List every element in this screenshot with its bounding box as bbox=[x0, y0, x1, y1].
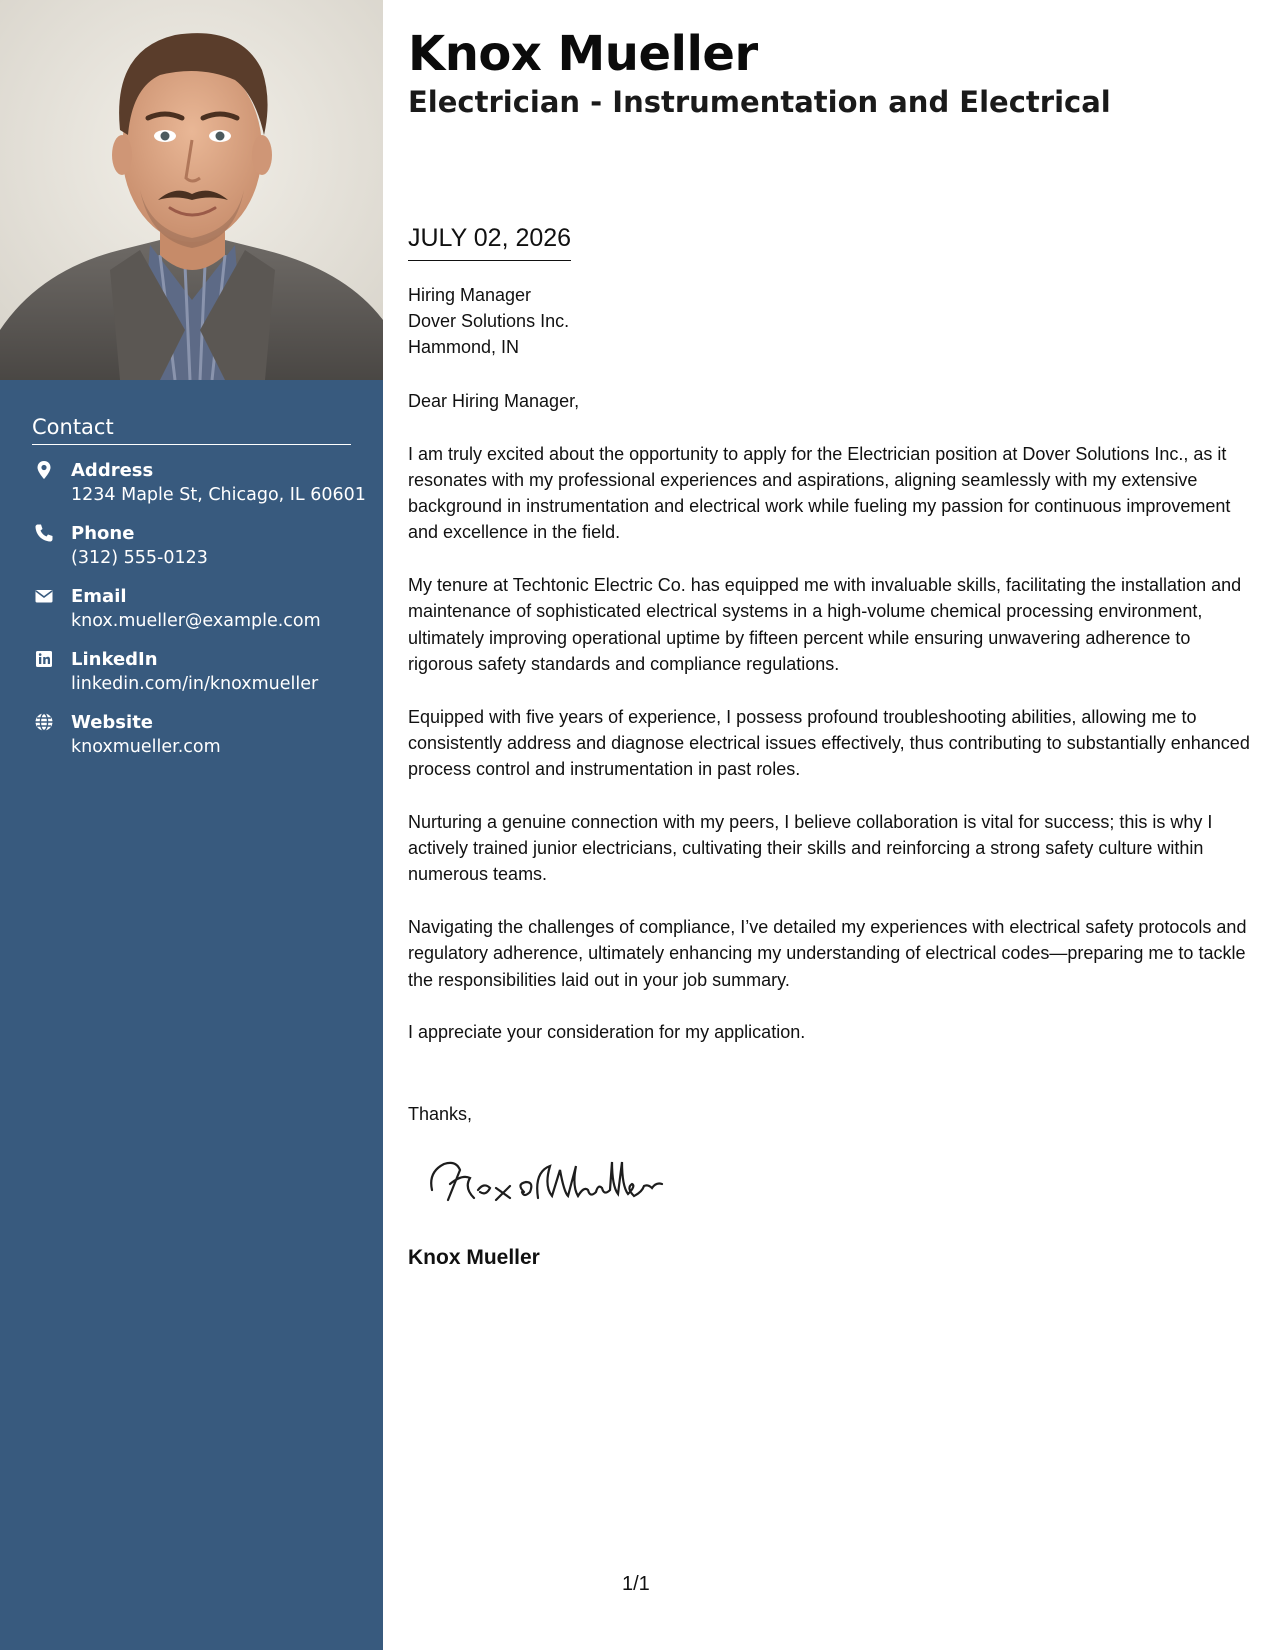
letter-date: JULY 02, 2026 bbox=[408, 222, 571, 261]
paragraph: I appreciate your consideration for my application. bbox=[408, 1022, 806, 1043]
contact-phone bbox=[32, 522, 351, 572]
recipient-title: Hiring Manager bbox=[408, 285, 532, 305]
paragraph: My tenure at Techtonic Electric Co. has equipped me with invaluable skills, facilitating the installation and maintenance of sophisticated electrical systems in a high-volume chemical processing environment, ultimately improving operational uptime by fifteen percent while ensuring unwavering adherence to rigorous safety standards and compliance regulations. bbox=[408, 575, 1242, 674]
contact-section bbox=[32, 414, 366, 774]
contact-value: (312) 555-0123 bbox=[71, 548, 208, 568]
contact-label: LinkedIn bbox=[71, 649, 158, 670]
paragraph: Equipped with five years of experience, I possess profound troubleshooting abilities, allowing me to consistently address and diagnose electrical issues effectively, thus contributing to substantially enhanced process control and instrumentation in past roles. bbox=[408, 706, 1250, 780]
sidebar bbox=[0, 0, 383, 1650]
contact-linkedin bbox=[32, 648, 351, 698]
contact-label: Address bbox=[71, 460, 154, 481]
recipient-company: Dover Solutions Inc. bbox=[408, 311, 570, 331]
contact-value: knoxmueller.com bbox=[71, 737, 221, 757]
signature-image bbox=[426, 1152, 666, 1212]
envelope-icon bbox=[34, 586, 54, 606]
job-title: Electrician - Instrumentation and Electrical bbox=[408, 85, 1111, 119]
globe-icon bbox=[34, 712, 54, 732]
contact-label: Phone bbox=[71, 523, 135, 544]
paragraph: I am truly excited about the opportunity to apply for the Electrician position at Dover Solutions Inc., as it resonates with my professional experiences and aspirations, aligning seamlessly with my extensive background in instrumentation and electrical work while fueling my passion for continuous improvement and excellence in the field. bbox=[408, 443, 1231, 543]
contact-value: linkedin.com/in/knoxmueller bbox=[71, 674, 319, 694]
contact-value: knox.mueller@example.com bbox=[71, 611, 321, 631]
contact-website bbox=[32, 711, 351, 761]
page-number: 1/1 bbox=[622, 1573, 650, 1595]
contact-heading: Contact bbox=[32, 414, 351, 445]
applicant-name: Knox Mueller bbox=[408, 26, 758, 82]
linkedin-icon bbox=[34, 649, 54, 669]
contact-email bbox=[32, 585, 351, 635]
contact-label: Website bbox=[71, 712, 154, 733]
closing: Thanks, bbox=[408, 1104, 473, 1124]
recipient-block bbox=[408, 282, 569, 360]
letter-body bbox=[408, 388, 1253, 1072]
paragraph: Nurturing a genuine connection with my peers, I believe collaboration is vital for success; this is why I actively trained junior electricians, cultivating their skills and reinforcing a strong safety culture within numerous teams. bbox=[408, 811, 1213, 885]
profile-photo bbox=[0, 0, 383, 380]
recipient-location: Hammond, IN bbox=[408, 337, 520, 357]
contact-address bbox=[32, 459, 366, 509]
phone-icon bbox=[34, 523, 54, 543]
contact-value: 1234 Maple St, Chicago, IL 60601 bbox=[71, 485, 366, 505]
signer-name: Knox Mueller bbox=[408, 1246, 540, 1269]
map-pin-icon bbox=[34, 460, 54, 480]
contact-label: Email bbox=[71, 586, 127, 607]
salutation: Dear Hiring Manager, bbox=[408, 391, 580, 411]
paragraph: Navigating the challenges of compliance, I’ve detailed my experiences with electrical safety protocols and regulatory adherence, ultimately enhancing my understanding of electrical codes—preparing me to tackle the responsibilities laid out in your job summary. bbox=[408, 916, 1247, 990]
